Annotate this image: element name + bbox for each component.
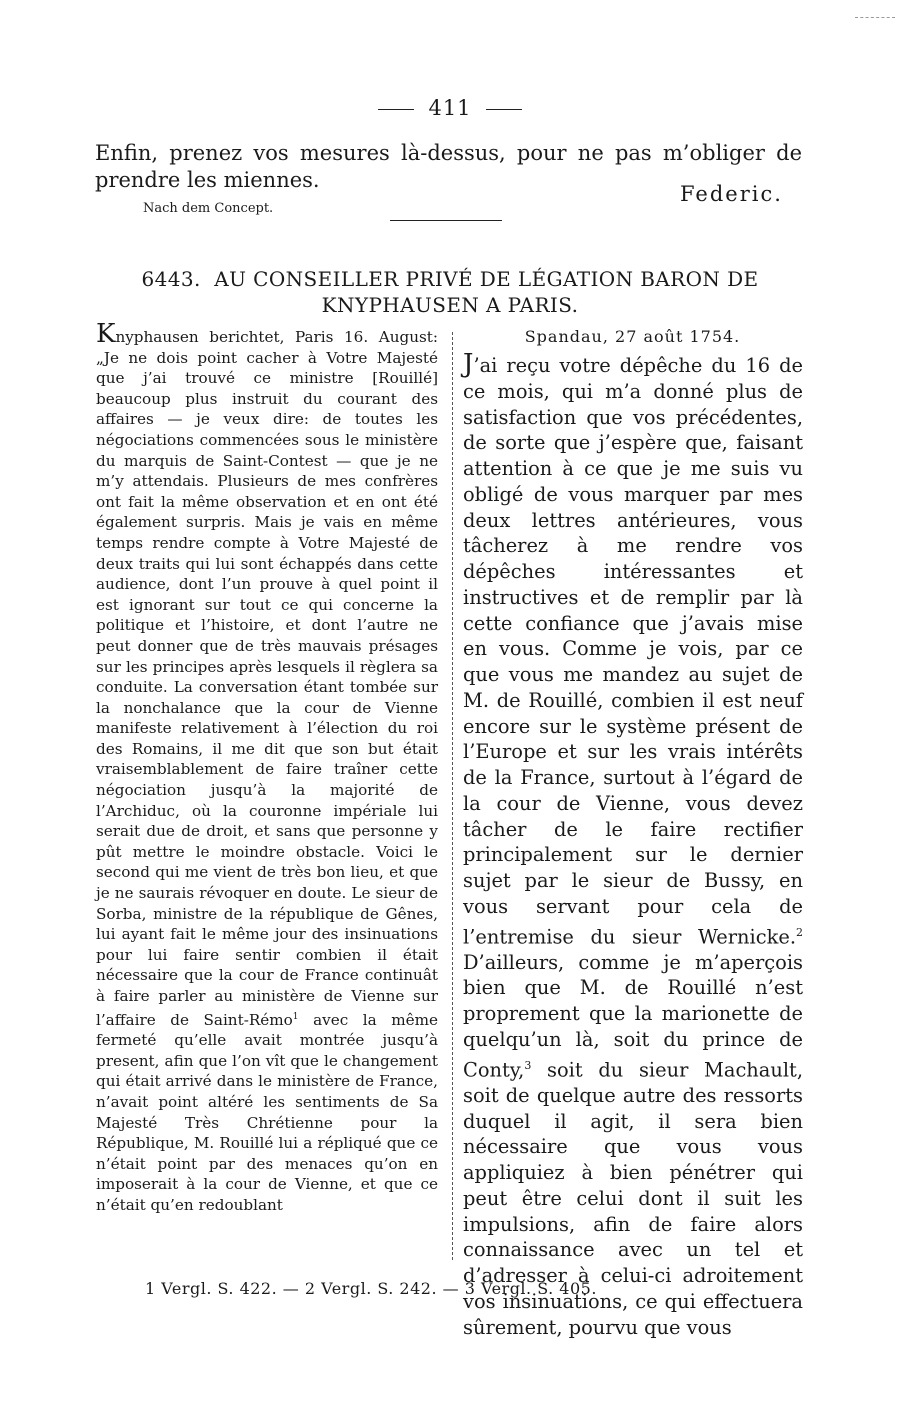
page-number: [0, 96, 900, 120]
report-summary-text-continued: avec la même fermeté qu’elle avait montrée jusqu’à present, afin que l’on vît que le changement qui était arrivé dans le ministère de France, n’avait point altéré les sentiments de Sa Majesté Très Chrétienne pour la République, M. Rouillé lui a répliqué que ce n’était point par des menaces qu’on en imposerait à la cour de Vienne, et que ce n’était qu’en redoublant: [96, 1010, 438, 1214]
document-heading: [100, 266, 800, 318]
letter-body-part-2: D’ailleurs, comme je m’aperçois bien que M. de Rouillé n’est proprement que la marionette de quelqu’un là, soit du prince de Conty,: [463, 950, 803, 1082]
drop-initial-j: J: [463, 349, 474, 379]
footnotes: 1 Vergl. S. 422. — 2 Vergl. S. 242. — 3 Vergl. S. 405.: [145, 1279, 597, 1298]
footnote-ref-2: 2: [796, 925, 803, 939]
letter-body-part-3: soit du sieur Machault, soit de quelque autre des ressorts duquel il agit, il sera bien nécessaire que vous vous appliquiez à bien pénétrer qui peut être celui dont il suit les impulsions, afin de faire alors connaissance avec un tel et d’adresser à celui-ci adroitement vos insinuations, ce qui effectuera sûrement, pourvu que vous: [463, 1058, 803, 1339]
letter-dateline: Spandau, 27 août 1754.: [524, 327, 741, 346]
section-separator: [390, 220, 502, 221]
scan-edge-mark: [855, 17, 895, 18]
letter-body-column: [463, 349, 803, 1340]
page-number-text: 411: [428, 96, 472, 120]
report-summary-column: [96, 319, 438, 1216]
footnote-ref-1: 1: [292, 1011, 299, 1022]
page-number-dash-right: [486, 109, 522, 110]
report-summary-text: nyphausen berichtet, Paris 16. August: „Je ne dois point cacher à Votre Majesté que j’ai trouvé ce ministre [Rouillé] beaucoup plus instruit du courant des affaires — je veux dire: de toutes les négociations commencées sous le ministère du marquis de Saint-Contest — que je ne m’y attendais. Plusieurs de mes confrères ont fait la même observation et en ont été également surpris. Mais je vais en même temps rendre compte à Votre Majesté de deux traits qui lui sont échappés dans cette audience, dont l’un prouve à quel point il est ignorant sur tout ce qui concerne la politique et l’histoire, et dont l’autre ne peut donner que de très mauvais présages sur les principes après lesquels il règlera sa conduite. La conversation étant tombée sur la nonchalance que la cour de Vienne manifeste relativement à l’élection du roi des Romains, il me dit que son but était vraisemblablement de faire traîner cette négociation jusqu’à la majorité de l’Archiduc, où la couronne impériale lui serait due de droit, et sans que personne y pût mettre le moindre obstacle. Voici le second qui me vient de très bon lieu, et que je ne saurais révoquer en doute. Le sieur de Sorba, ministre de la république de Gênes, lui ayant fait le même jour des insinuations pour lui faire sentir combien il était nécessaire que la cour de France continuât à faire parler au ministère de Vienne sur l’affaire de Saint-Rémo: [96, 328, 438, 1029]
drop-initial-k: K: [96, 319, 116, 349]
closing-paragraph: Enfin, prenez vos mesures là-dessus, pour ne pas m’obliger de prendre les miennes.: [95, 141, 802, 192]
letter-body-part-1: ’ai reçu votre dépêche du 16 de ce mois, qui m’a donné plus de satisfaction que vos précédentes, de sorte que j’espère que, faisant attention à ce que je me suis vu obligé de vous marquer par mes deux lettres antérieures, vous tâcherez à me rendre vos dépêches intéressantes et instructives et de remplir par là cette confiance que j’avais mise en vous. Comme je vois, par ce que vous me mandez au sujet de M. de Rouillé, combien il est neuf encore sur le système présent de l’Europe et sur les vrais intérêts de la France, surtout à l’égard de la cour de Vienne, vous devez tâcher de le faire rectifier principalement sur le dernier sujet par le sieur de Bussy, en vous servant pour cela de l’entremise du sieur Wernicke.: [463, 354, 803, 948]
footnote-ref-3: 3: [524, 1058, 532, 1072]
document-number: 6443.: [141, 267, 201, 291]
document-title: AU CONSEILLER PRIVÉ DE LÉGATION BARON DE KNYPHAUSEN A PARIS.: [214, 267, 759, 317]
page-number-dash-left: [378, 109, 414, 110]
signature: Federic.: [680, 182, 783, 206]
source-note: Nach dem Concept.: [143, 201, 274, 216]
column-divider: [452, 332, 453, 1260]
